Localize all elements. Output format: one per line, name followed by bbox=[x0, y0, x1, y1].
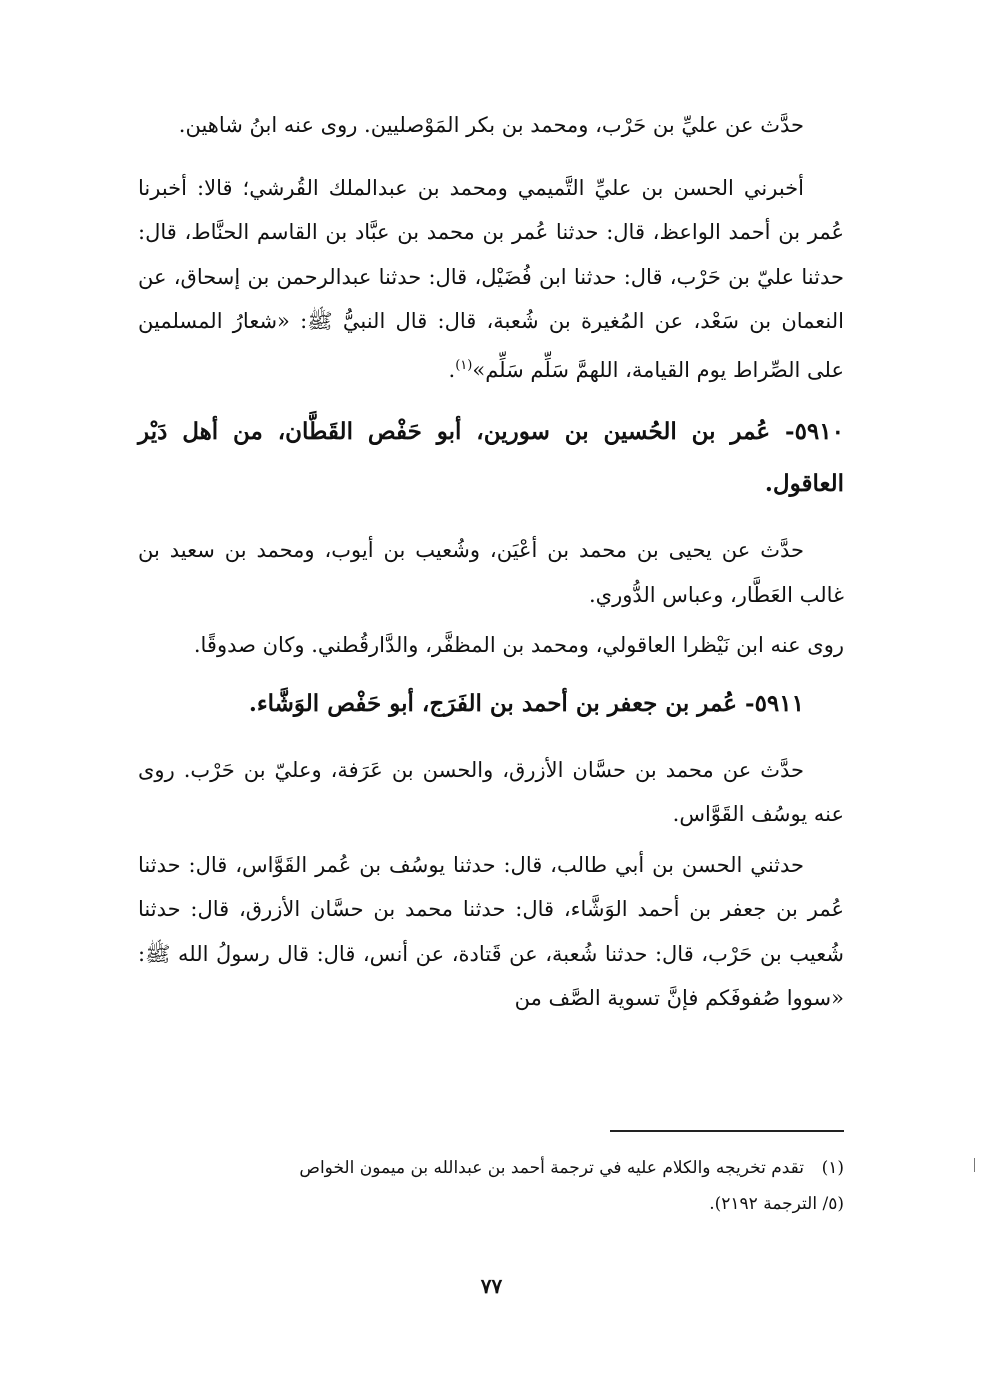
footnote-item bbox=[138, 1150, 844, 1186]
paragraph-narration bbox=[138, 103, 844, 148]
main-text bbox=[138, 103, 844, 1021]
footnote-marker: (١) bbox=[821, 1158, 844, 1178]
entry-title: - عُمر بن الحُسين بن سورين، أبو حَفْص القَطَّان، من أهل دَيْر العاقول. bbox=[138, 418, 844, 497]
paragraph-tail: . bbox=[448, 357, 456, 382]
paragraph-narration bbox=[138, 748, 844, 837]
footnote-text: (٥/ الترجمة ٢١٩٢). bbox=[709, 1194, 844, 1214]
paragraph-text: روى عنه ابن نَيْظرا العاقولي، ومحمد بن المظفَّر، والدَّارقُطني. وكان صدوقًا. bbox=[193, 633, 844, 657]
page-number: ٧٧ bbox=[480, 1274, 503, 1298]
entry-heading-5911 bbox=[138, 678, 844, 730]
entry-heading-5910 bbox=[138, 406, 844, 510]
scan-margin-mark bbox=[974, 1158, 975, 1172]
paragraph-text: حدَّث عن عليِّ بن حَرْب، ومحمد بن بكر المَوْصليين. روى عنه ابنُ شاهين. bbox=[178, 113, 804, 137]
paragraph-narration bbox=[138, 528, 844, 617]
paragraph-hadith-chain bbox=[138, 843, 844, 1021]
paragraph-text: حدثني الحسن بن أبي طالب، قال: حدثنا يوسُف بن عُمر القَوَّاس، قال: حدثنا عُمر بن جعفر بن أحمد الوَشَّاء، قال: حدثنا محمد بن حسَّان الأزرق، قال: حدثنا شُعيب بن حَرْب، قال: حدثنا شُعبة، عن قَتادة، عن أنس، قال: قال رسولُ الله ﷺ: «سووا صُفوفَكم فإنَّ تسوية الصَّف من bbox=[138, 852, 844, 1010]
footnotes bbox=[138, 1150, 844, 1222]
footnote-continuation bbox=[138, 1186, 844, 1222]
paragraph-text: أخبرني الحسن بن عليِّ التَّميمي ومحمد بن عبدالملك القُرشي؛ قالا: أخبرنا عُمر بن أحمد الواعظ، قال: حدثنا عُمر بن محمد بن عبَّاد بن القاسم الحنَّاط، قال: حدثنا عليّ بن حَرْب، قال: حدثنا ابن فُضَيْل، قال: حدثنا عبدالرحمن بن إسحاق، عن النعمان بن سَعْد، عن المُغيرة بن شُعبة، قال: قال النبيُّ ﷺ: «شعارُ المسلمين على الصِّراط يوم القيامة، اللهمَّ سَلِّم سَلِّم» bbox=[138, 175, 844, 382]
footnote-reference[interactable]: (١) bbox=[455, 357, 473, 373]
footnote-divider bbox=[610, 1130, 844, 1132]
paragraph-narrators bbox=[138, 623, 844, 668]
footnote-text: تقدم تخريجه والكلام عليه في ترجمة أحمد بن عبدالله بن ميمون الخواص bbox=[299, 1158, 804, 1178]
entry-number: ٥٩١٠ bbox=[794, 418, 844, 445]
paragraph-hadith-chain bbox=[138, 166, 844, 393]
paragraph-text: حدَّث عن يحيى بن محمد بن أعْيَن، وشُعيب بن أيوب، ومحمد بن سعيد بن غالب العَطَّار، وعباس الدُّوري. bbox=[138, 538, 844, 607]
entry-title: - عُمر بن جعفر بن أحمد بن الفَرَج، أبو حَفْص الوَشَّاء. bbox=[248, 689, 755, 717]
entry-number: ٥٩١١ bbox=[754, 689, 804, 717]
paragraph-text: حدَّث عن محمد بن حسَّان الأزرق، والحسن بن عَرَفة، وعليّ بن حَرْب. روى عنه يوسُف القَوَّاس. bbox=[138, 757, 844, 826]
